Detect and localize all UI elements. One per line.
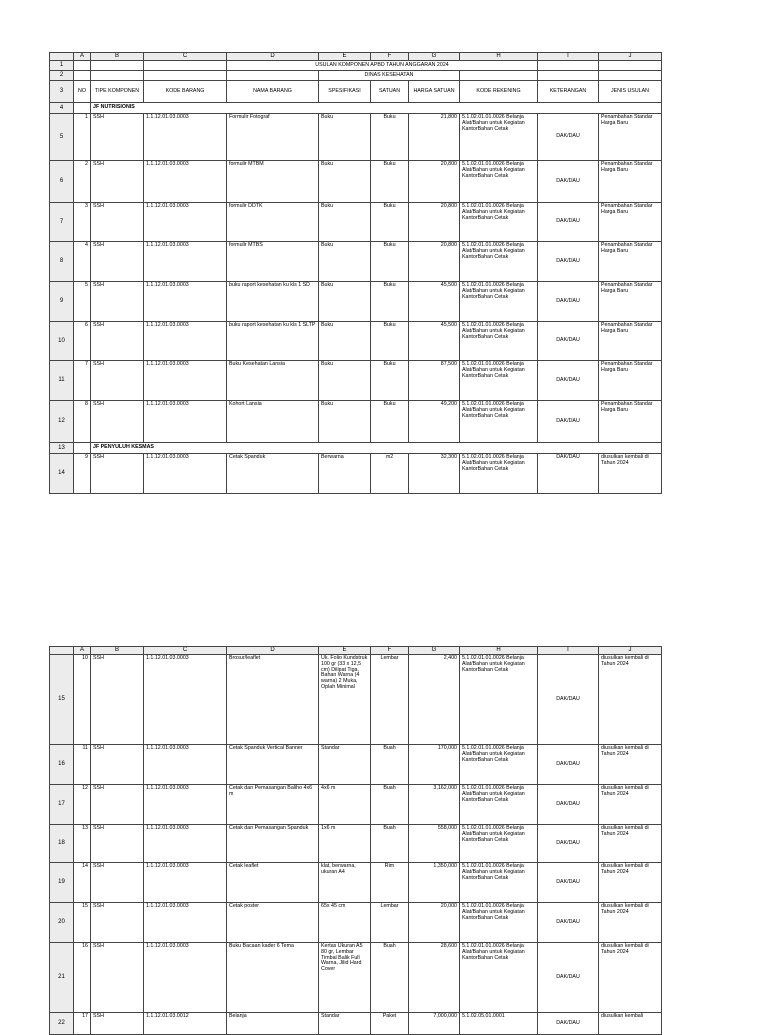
cell-spesifikasi[interactable]: Buku	[319, 161, 371, 203]
table-row	[50, 655, 662, 745]
cell-rekening[interactable]: 5.1.02.01.01.0026 Belanja Alat/Bahan untuk Kegiatan KantorBahan Cetak	[460, 745, 538, 785]
cell-satuan[interactable]: Buah	[371, 825, 409, 863]
cell-rekening[interactable]: 5.1.02.01.01.0026 Belanja Alat/Bahan untuk Kegiatan KantorBahan Cetak	[460, 825, 538, 863]
cell-spesifikasi[interactable]: Berwarna	[319, 454, 371, 494]
row-number[interactable]: 1	[50, 61, 74, 71]
cell-no[interactable]: 6	[74, 322, 91, 361]
row-number[interactable]: 21	[50, 943, 74, 1013]
cell-nama[interactable]: Brosur/leaflet	[227, 655, 319, 745]
row-number[interactable]: 4	[50, 103, 74, 114]
cell-kode[interactable]: 1.1.12.01.03.0003	[144, 242, 227, 282]
cell-tipe[interactable]: SSH	[91, 903, 144, 943]
cell-nama[interactable]: buku raport kesehatan ku kls 1 SLTP	[227, 322, 319, 361]
cell-kode[interactable]: 1.1.12.01.03.0012	[144, 1013, 227, 1035]
column-header[interactable]: J	[599, 647, 662, 655]
cell-tipe[interactable]: SSH	[91, 282, 144, 322]
table-row	[50, 361, 662, 401]
header-spesifikasi: SPESIFIKASI	[319, 81, 371, 103]
cell-tipe[interactable]: SSH	[91, 655, 144, 745]
cell-satuan[interactable]: Rim	[371, 863, 409, 903]
row-number[interactable]: 12	[50, 401, 74, 443]
section-label: JF NUTRISIONIS	[91, 103, 662, 114]
cell-spesifikasi[interactable]: 1x6 m	[319, 825, 371, 863]
cell-nama[interactable]: Kohort Lansia	[227, 401, 319, 443]
cell-jenis[interactable]: Penambahan Standar Harga Baru	[599, 282, 662, 322]
table-row	[50, 242, 662, 282]
cell-jenis[interactable]: Penambahan Standar Harga Baru	[599, 361, 662, 401]
row-number[interactable]: 9	[50, 282, 74, 322]
column-header[interactable]: H	[460, 53, 538, 61]
row-number[interactable]: 15	[50, 655, 74, 745]
cell-jenis[interactable]: Penambahan Standar Harga Baru	[599, 114, 662, 161]
cell-kode[interactable]: 1.1.12.01.03.0003	[144, 114, 227, 161]
cell-no[interactable]: 9	[74, 454, 91, 494]
cell-kode[interactable]: 1.1.12.01.03.0003	[144, 282, 227, 322]
header-no: NO	[74, 81, 91, 103]
header-keterangan: KETERANGAN	[538, 81, 599, 103]
cell-keterangan[interactable]: DAK/DAU	[538, 242, 599, 282]
cell-harga[interactable]: 170,000	[409, 745, 460, 785]
cell-no[interactable]: 1	[74, 114, 91, 161]
table-row	[50, 825, 662, 863]
cell-rekening[interactable]: 5.1.02.01.01.0026 Belanja Alat/Bahan untuk Kegiatan KantorBahan Cetak	[460, 903, 538, 943]
cell-kode[interactable]: 1.1.12.01.03.0003	[144, 825, 227, 863]
row-number[interactable]: 7	[50, 203, 74, 242]
header-row	[50, 81, 662, 103]
header-rekening: KODE REKENING	[460, 81, 538, 103]
column-header[interactable]: G	[409, 647, 460, 655]
row-number[interactable]: 6	[50, 161, 74, 203]
cell-rekening[interactable]: 5.1.02.01.01.0026 Belanja Alat/Bahan untuk Kegiatan KantorBahan Cetak	[460, 282, 538, 322]
row-number[interactable]: 20	[50, 903, 74, 943]
header-kode: KODE BARANG	[144, 81, 227, 103]
cell-harga[interactable]: 1,350,000	[409, 863, 460, 903]
cell-spesifikasi[interactable]: 4x6 m	[319, 785, 371, 825]
cell-jenis[interactable]: diusulkan kembali	[599, 1013, 662, 1035]
cell-kode[interactable]: 1.1.12.01.03.0003	[144, 655, 227, 745]
cell-harga[interactable]: 7,000,000	[409, 1013, 460, 1035]
column-header[interactable]: F	[371, 53, 409, 61]
spreadsheet-page-1	[49, 52, 662, 494]
cell-keterangan[interactable]: DAK/DAU	[538, 282, 599, 322]
cell-nama[interactable]: Cetak dan Pemasangan Spanduk	[227, 825, 319, 863]
cell-spesifikasi[interactable]: Buku	[319, 242, 371, 282]
cell-rekening[interactable]: 5.1.02.01.01.0026 Belanja Alat/Bahan untuk Kegiatan KantorBahan Cetak	[460, 242, 538, 282]
table-row	[50, 161, 662, 203]
cell-tipe[interactable]: SSH	[91, 361, 144, 401]
row-number[interactable]: 2	[50, 71, 74, 81]
cell-kode[interactable]: 1.1.12.01.03.0003	[144, 745, 227, 785]
cell-rekening[interactable]: 5.1.02.01.01.0026 Belanja Alat/Bahan untuk Kegiatan KantorBahan Cetak	[460, 361, 538, 401]
cell-keterangan[interactable]: DAK/DAU	[538, 161, 599, 203]
cell-keterangan[interactable]: DAK/DAU	[538, 401, 599, 443]
column-header[interactable]: I	[538, 53, 599, 61]
cell-rekening[interactable]: 5.1.02.01.01.0026 Belanja Alat/Bahan untuk Kegiatan KantorBahan Cetak	[460, 114, 538, 161]
column-header[interactable]: G	[409, 53, 460, 61]
table-row	[50, 785, 662, 825]
cell-no[interactable]: 10	[74, 655, 91, 745]
cell-tipe[interactable]: SSH	[91, 943, 144, 1013]
cell-kode[interactable]: 1.1.12.01.03.0003	[144, 401, 227, 443]
cell-satuan[interactable]: Buah	[371, 943, 409, 1013]
cell-nama[interactable]: Cetak Spanduk Vertical Banner	[227, 745, 319, 785]
cell-kode[interactable]: 1.1.12.01.03.0003	[144, 943, 227, 1013]
table-row	[50, 943, 662, 1013]
cell-tipe[interactable]: SSH	[91, 745, 144, 785]
cell-harga[interactable]: 28,600	[409, 943, 460, 1013]
cell-no[interactable]: 4	[74, 242, 91, 282]
cell-spesifikasi[interactable]: Buku	[319, 203, 371, 242]
cell-satuan[interactable]: Buku	[371, 322, 409, 361]
cell-tipe[interactable]: SSH	[91, 401, 144, 443]
cell-nama[interactable]: Cetak poster	[227, 903, 319, 943]
cell-spesifikasi[interactable]: Uk. Folio Kundstruk 100 gr (33 x 12,5 cm) Dilipat Tiga, Bahan Warna (4 warna) 2 Muka, Oplah Minimal	[319, 655, 371, 745]
cell-satuan[interactable]: Buku	[371, 242, 409, 282]
cell-jenis[interactable]: diusulkan kembali di Tahun 2024	[599, 655, 662, 745]
cell-jenis[interactable]: diusulkan kembali di Tahun 2024	[599, 903, 662, 943]
cell-rekening[interactable]: 5.1.02.01.01.0026 Belanja Alat/Bahan untuk Kegiatan KantorBahan Cetak	[460, 401, 538, 443]
column-header[interactable]: C	[144, 647, 227, 655]
cell-rekening[interactable]: 5.1.02.05.01.0001	[460, 1013, 538, 1035]
cell-kode[interactable]: 1.1.12.01.03.0003	[144, 161, 227, 203]
cell-kode[interactable]: 1.1.12.01.03.0003	[144, 863, 227, 903]
cell-no[interactable]: 12	[74, 785, 91, 825]
column-header[interactable]: E	[319, 53, 371, 61]
cell-satuan[interactable]: Buku	[371, 203, 409, 242]
cell-satuan[interactable]: Lembar	[371, 903, 409, 943]
cell-harga[interactable]: 2,400	[409, 655, 460, 745]
row-number[interactable]: 11	[50, 361, 74, 401]
cell-keterangan[interactable]: DAK/DAU	[538, 655, 599, 745]
cell-spesifikasi[interactable]: Standar	[319, 745, 371, 785]
cell-no[interactable]: 17	[74, 1013, 91, 1035]
cell-kode[interactable]: 1.1.12.01.03.0003	[144, 903, 227, 943]
cell-harga[interactable]: 21,800	[409, 114, 460, 161]
column-header[interactable]: D	[227, 647, 319, 655]
row-number[interactable]: 8	[50, 242, 74, 282]
table-row	[50, 863, 662, 903]
cell-no[interactable]: 8	[74, 401, 91, 443]
cell-keterangan[interactable]: DAK/DAU	[538, 785, 599, 825]
cell-spesifikasi[interactable]: Buku	[319, 322, 371, 361]
cell-tipe[interactable]: SSH	[91, 322, 144, 361]
column-header[interactable]: J	[599, 53, 662, 61]
cell-rekening[interactable]: 5.1.02.01.01.0026 Belanja Alat/Bahan untuk Kegiatan KantorBahan Cetak	[460, 203, 538, 242]
header-jenis: JENIS USULAN	[599, 81, 662, 103]
column-header[interactable]: I	[538, 647, 599, 655]
document-title: USULAN KOMPONEN APBD TAHUN ANGGARAN 2024	[227, 61, 538, 71]
table-row	[50, 903, 662, 943]
cell-no[interactable]: 3	[74, 203, 91, 242]
row-number[interactable]: 17	[50, 785, 74, 825]
table-row	[50, 282, 662, 322]
cell-jenis[interactable]: Penambahan Standar Harga Baru	[599, 161, 662, 203]
cell-harga[interactable]: 20,000	[409, 903, 460, 943]
column-header-row	[50, 647, 662, 655]
cell-harga[interactable]: 45,500	[409, 322, 460, 361]
cell-satuan[interactable]: Buku	[371, 161, 409, 203]
row-number[interactable]: 19	[50, 863, 74, 903]
cell-nama[interactable]: formulir MTBS	[227, 242, 319, 282]
cell-rekening[interactable]: 5.1.02.01.01.0026 Belanja Alat/Bahan untuk Kegiatan KantorBahan Cetak	[460, 863, 538, 903]
section-label: JF PENYULUH KESMAS	[91, 443, 662, 454]
cell-harga[interactable]: 558,000	[409, 825, 460, 863]
cell-spesifikasi[interactable]: Buku	[319, 361, 371, 401]
cell-spesifikasi[interactable]: Buku	[319, 282, 371, 322]
cell-keterangan[interactable]: DAK/DAU	[538, 454, 599, 494]
header-tipe: TIPE KOMPONEN	[91, 81, 144, 103]
cell-jenis[interactable]: diusulkan kembali di Tahun 2024	[599, 825, 662, 863]
table-row	[50, 745, 662, 785]
corner-cell[interactable]	[50, 647, 74, 655]
cell-harga[interactable]: 3,162,000	[409, 785, 460, 825]
cell-harga[interactable]: 32,300	[409, 454, 460, 494]
cell-keterangan[interactable]: DAK/DAU	[538, 1013, 599, 1035]
cell-no[interactable]: 2	[74, 161, 91, 203]
cell-jenis[interactable]: diusulkan kembali di Tahun 2024	[599, 785, 662, 825]
cell-nama[interactable]: Cetak dan Pemasangan Baliho 4x6 m	[227, 785, 319, 825]
cell-tipe[interactable]: SSH	[91, 1013, 144, 1035]
header-satuan: SATUAN	[371, 81, 409, 103]
cell-nama[interactable]: Buku Bacaan kader 6 Tema	[227, 943, 319, 1013]
document-subtitle: DINAS KESEHATAN	[319, 71, 460, 81]
cell-nama[interactable]: Cetak leaflet	[227, 863, 319, 903]
cell-spesifikasi[interactable]: Buku	[319, 401, 371, 443]
cell-satuan[interactable]: Buku	[371, 361, 409, 401]
header-nama: NAMA BARANG	[227, 81, 319, 103]
cell-kode[interactable]: 1.1.12.01.03.0003	[144, 203, 227, 242]
cell-nama[interactable]: formulir DDTK	[227, 203, 319, 242]
cell-harga[interactable]: 87,500	[409, 361, 460, 401]
cell-jenis[interactable]: diusulkan kembali di Tahun 2024	[599, 745, 662, 785]
cell-no[interactable]: 15	[74, 903, 91, 943]
column-header[interactable]: C	[144, 53, 227, 61]
header-harga: HARGA SATUAN	[409, 81, 460, 103]
cell-satuan[interactable]: Buku	[371, 282, 409, 322]
cell-nama[interactable]: Formulir Fotograf	[227, 114, 319, 161]
row-number[interactable]: 16	[50, 745, 74, 785]
cell-keterangan[interactable]: DAK/DAU	[538, 825, 599, 863]
table-row	[50, 454, 662, 494]
cell-rekening[interactable]: 5.1.02.01.01.0026 Belanja Alat/Bahan untuk Kegiatan KantorBahan Cetak	[460, 655, 538, 745]
cell-rekening[interactable]: 5.1.02.01.01.0026 Belanja Alat/Bahan untuk Kegiatan KantorBahan Cetak	[460, 454, 538, 494]
cell-satuan[interactable]: Buku	[371, 401, 409, 443]
cell-spesifikasi[interactable]: 65x 45 cm	[319, 903, 371, 943]
cell-tipe[interactable]: SSH	[91, 825, 144, 863]
table-row	[50, 401, 662, 443]
cell-kode[interactable]: 1.1.12.01.03.0003	[144, 361, 227, 401]
cell-jenis[interactable]: diusulkan kembali di Tahun 2024	[599, 863, 662, 903]
cell-spesifikasi[interactable]: Kertas Ukuran A5 80 gr, Lembar Timbal Balik Full Warna, Jilid Hard Cover	[319, 943, 371, 1013]
cell-harga[interactable]: 20,800	[409, 161, 460, 203]
cell-keterangan[interactable]: DAK/DAU	[538, 943, 599, 1013]
cell-tipe[interactable]: SSH	[91, 242, 144, 282]
column-header[interactable]: A	[74, 647, 91, 655]
cell-nama[interactable]: Buku Kesehatan Lansia	[227, 361, 319, 401]
cell-tipe[interactable]: SSH	[91, 114, 144, 161]
spreadsheet-page-2	[49, 646, 662, 1035]
row-number[interactable]: 3	[50, 81, 74, 103]
cell-kode[interactable]: 1.1.12.01.03.0003	[144, 322, 227, 361]
cell-kode[interactable]: 1.1.12.01.03.0003	[144, 785, 227, 825]
cell-jenis[interactable]: Penambahan Standar Harga Baru	[599, 322, 662, 361]
column-header-row	[50, 53, 662, 61]
cell-no[interactable]: 7	[74, 361, 91, 401]
section-row	[50, 443, 662, 454]
cell-no[interactable]: 5	[74, 282, 91, 322]
cell-no[interactable]: 14	[74, 863, 91, 903]
row-number[interactable]: 13	[50, 443, 74, 454]
cell-keterangan[interactable]: DAK/DAU	[538, 745, 599, 785]
cell-spesifikasi[interactable]: Standar	[319, 1013, 371, 1035]
cell-tipe[interactable]: SSH	[91, 454, 144, 494]
column-header[interactable]: E	[319, 647, 371, 655]
cell-satuan[interactable]: Lembar	[371, 655, 409, 745]
cell-spesifikasi[interactable]: Buku	[319, 114, 371, 161]
row-number[interactable]: 10	[50, 322, 74, 361]
cell-jenis[interactable]: diusulkan kembali di Tahun 2024	[599, 454, 662, 494]
row-number[interactable]: 5	[50, 114, 74, 161]
cell-harga[interactable]: 45,500	[409, 282, 460, 322]
cell-satuan[interactable]: Buku	[371, 114, 409, 161]
cell-nama[interactable]: Cetak Spanduk	[227, 454, 319, 494]
cell-tipe[interactable]: SSH	[91, 161, 144, 203]
cell-jenis[interactable]: diusulkan kembali di Tahun 2024	[599, 943, 662, 1013]
cell-no[interactable]: 11	[74, 745, 91, 785]
section-row	[50, 103, 662, 114]
sheet-row	[50, 61, 662, 71]
cell-rekening[interactable]: 5.1.02.01.01.0026 Belanja Alat/Bahan untuk Kegiatan KantorBahan Cetak	[460, 161, 538, 203]
cell-tipe[interactable]: SSH	[91, 863, 144, 903]
table-row	[50, 203, 662, 242]
cell-satuan[interactable]: Buah	[371, 785, 409, 825]
cell-no[interactable]: 13	[74, 825, 91, 863]
cell-harga[interactable]: 20,800	[409, 242, 460, 282]
cell-harga[interactable]: 20,800	[409, 203, 460, 242]
cell-rekening[interactable]: 5.1.02.01.01.0026 Belanja Alat/Bahan untuk Kegiatan KantorBahan Cetak	[460, 785, 538, 825]
column-header[interactable]: D	[227, 53, 319, 61]
cell-satuan[interactable]: Paket	[371, 1013, 409, 1035]
cell-nama[interactable]: Belanja	[227, 1013, 319, 1035]
cell-no[interactable]: 16	[74, 943, 91, 1013]
cell-tipe[interactable]: SSH	[91, 203, 144, 242]
row-number[interactable]: 18	[50, 825, 74, 863]
cell-keterangan[interactable]: DAK/DAU	[538, 203, 599, 242]
cell-tipe[interactable]: SSH	[91, 785, 144, 825]
sheet-row	[50, 71, 662, 81]
cell-keterangan[interactable]: DAK/DAU	[538, 361, 599, 401]
cell-rekening[interactable]: 5.1.02.01.01.0026 Belanja Alat/Bahan untuk Kegiatan KantorBahan Cetak	[460, 322, 538, 361]
cell-keterangan[interactable]: DAK/DAU	[538, 863, 599, 903]
column-header[interactable]: A	[74, 53, 91, 61]
cell-kode[interactable]: 1.1.12.01.03.0003	[144, 454, 227, 494]
column-header[interactable]: F	[371, 647, 409, 655]
cell-keterangan[interactable]: DAK/DAU	[538, 903, 599, 943]
row-number[interactable]: 14	[50, 454, 74, 494]
cell-jenis[interactable]: Penambahan Standar Harga Baru	[599, 242, 662, 282]
row-number[interactable]: 22	[50, 1013, 74, 1035]
cell-keterangan[interactable]: DAK/DAU	[538, 322, 599, 361]
cell-satuan[interactable]: m2	[371, 454, 409, 494]
cell-nama[interactable]: buku raport kesehatan ku kls 1 SD	[227, 282, 319, 322]
cell-jenis[interactable]: Penambahan Standar Harga Baru	[599, 401, 662, 443]
column-header[interactable]: B	[91, 647, 144, 655]
table-row	[50, 322, 662, 361]
cell-satuan[interactable]: Buah	[371, 745, 409, 785]
corner-cell[interactable]	[50, 53, 74, 61]
column-header[interactable]: H	[460, 647, 538, 655]
column-header[interactable]: B	[91, 53, 144, 61]
table-row	[50, 114, 662, 161]
cell-rekening[interactable]: 5.1.02.01.01.0026 Belanja Alat/Bahan untuk Kegiatan KantorBahan Cetak	[460, 943, 538, 1013]
cell-nama[interactable]: formulir MTBM	[227, 161, 319, 203]
cell-spesifikasi[interactable]: klat, berwarna, ukuran A4	[319, 863, 371, 903]
cell-harga[interactable]: 49,200	[409, 401, 460, 443]
cell-keterangan[interactable]: DAK/DAU	[538, 114, 599, 161]
cell-jenis[interactable]: Penambahan Standar Harga Baru	[599, 203, 662, 242]
